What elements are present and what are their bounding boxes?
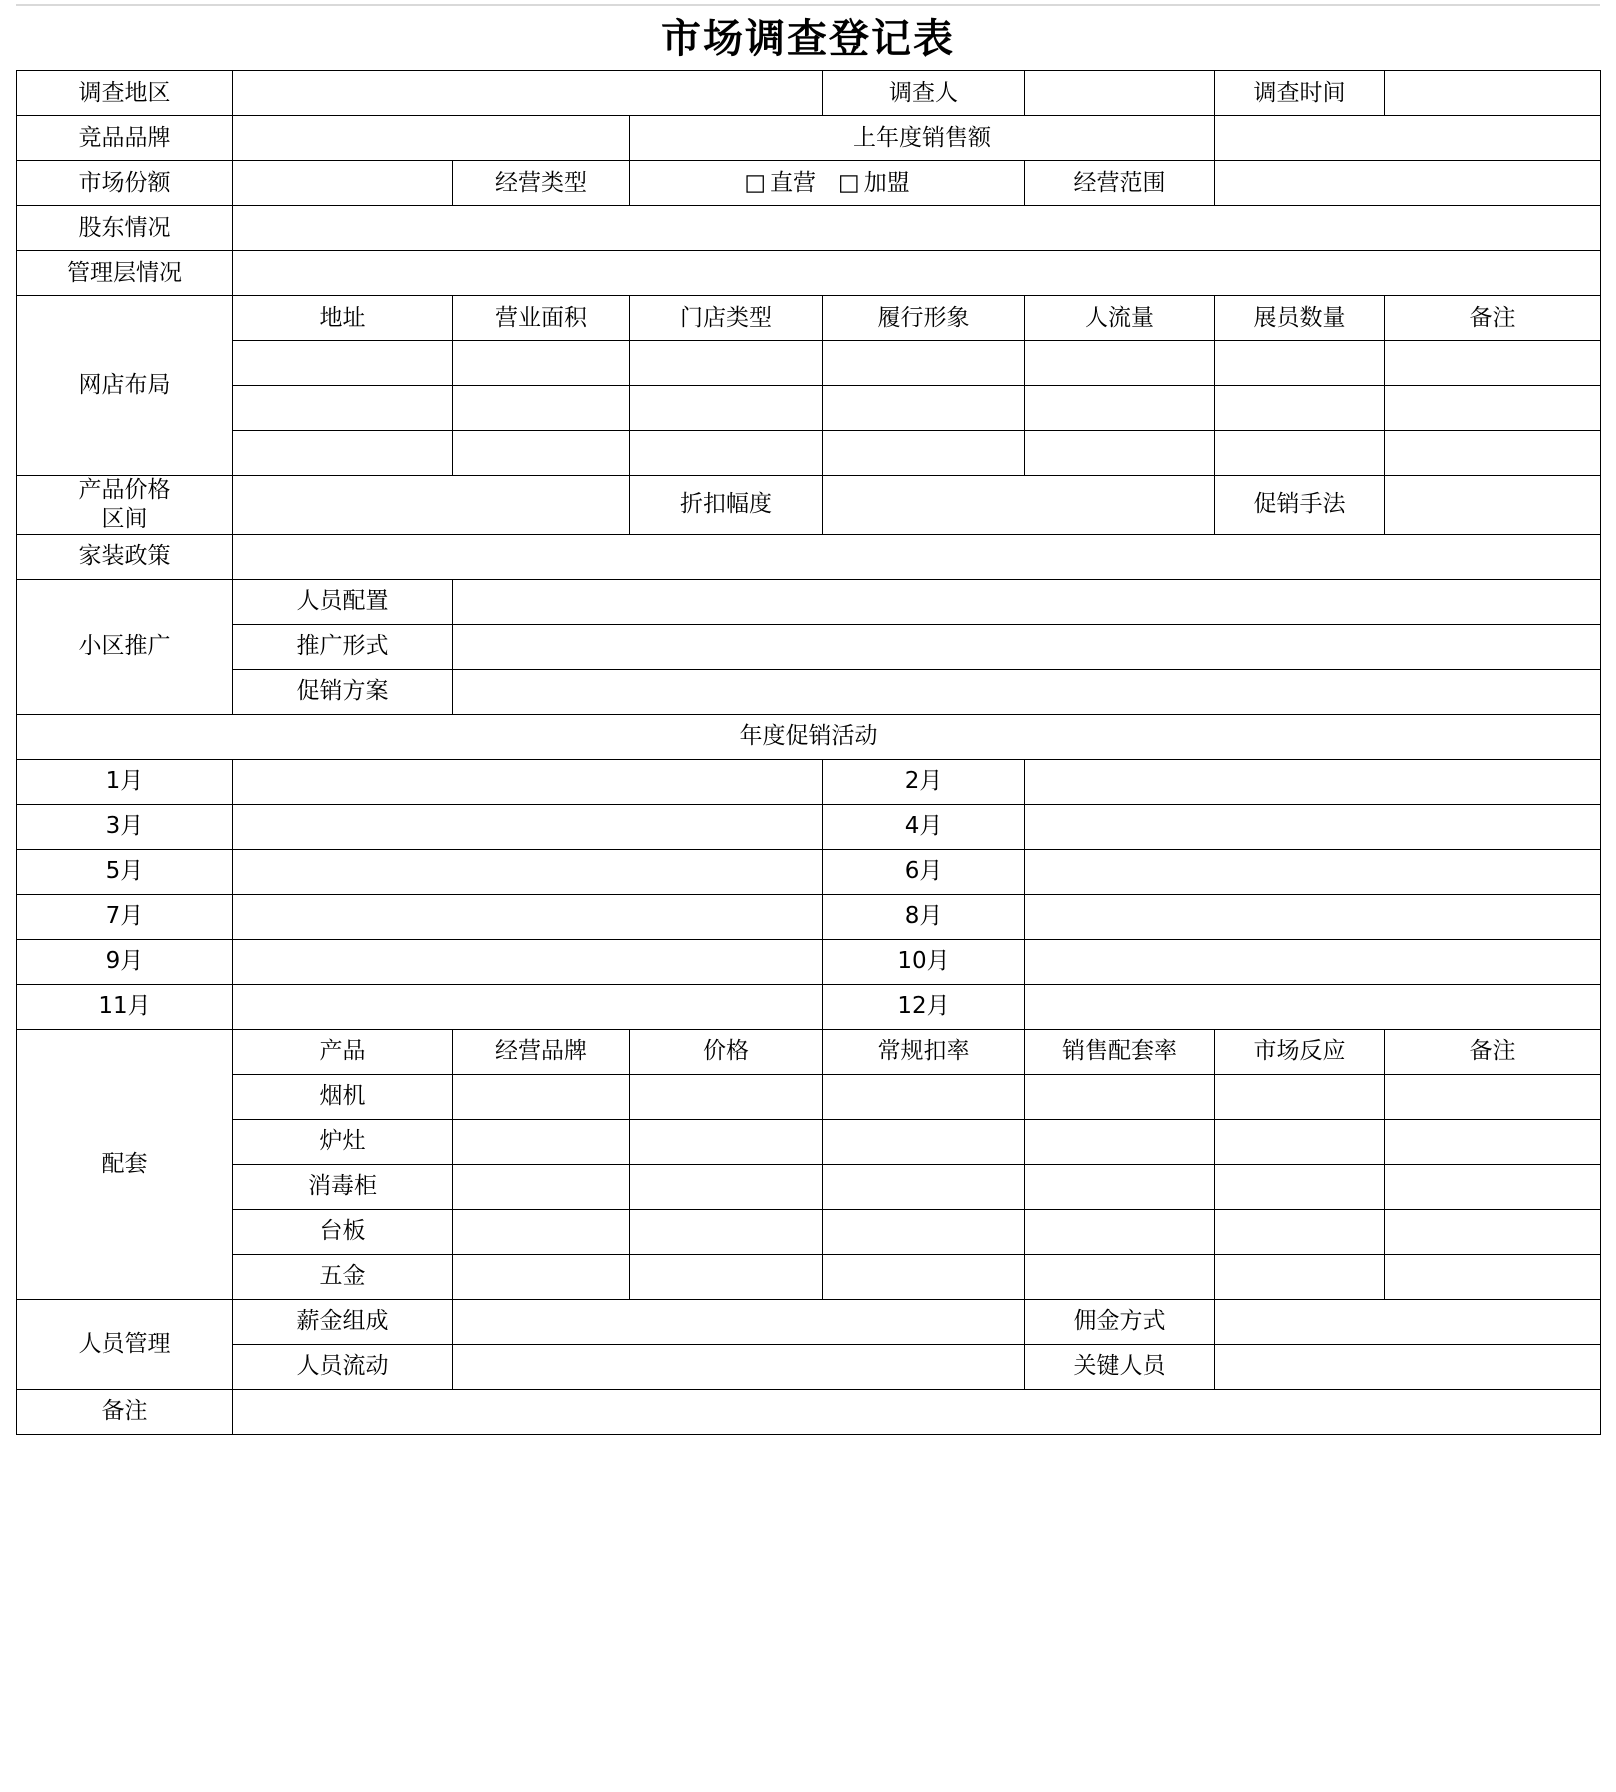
cell-product-brand[interactable] — [453, 1254, 630, 1299]
label-staffing: 人员配置 — [233, 579, 453, 624]
cell-store-traffic[interactable] — [1025, 341, 1215, 386]
label-home-decoration-policy: 家装政策 — [17, 534, 233, 579]
label-promotion-plan: 促销方案 — [233, 669, 453, 714]
cell-product-name: 炉灶 — [233, 1119, 453, 1164]
label-month-12: 12月 — [823, 984, 1025, 1029]
field-operation-scope[interactable] — [1215, 161, 1601, 206]
cell-product-remark[interactable] — [1385, 1164, 1601, 1209]
survey-table — [16, 70, 1601, 1435]
col-header-brand: 经营品牌 — [453, 1029, 630, 1074]
cell-product-attach-rate[interactable] — [1025, 1164, 1215, 1209]
field-personnel-turnover[interactable] — [453, 1344, 1025, 1389]
cell-product-market-response[interactable] — [1215, 1119, 1385, 1164]
col-header-store-type: 门店类型 — [630, 296, 823, 341]
row-community-promotion-staffing — [17, 579, 1601, 624]
label-month-2: 2月 — [823, 759, 1025, 804]
checkbox-direct-operation[interactable] — [744, 170, 816, 196]
cell-store-traffic[interactable] — [1025, 431, 1215, 476]
label-month-7: 7月 — [17, 894, 233, 939]
row-month-pair — [17, 984, 1601, 1029]
cell-product-name: 五金 — [233, 1254, 453, 1299]
cell-product-price[interactable] — [630, 1119, 823, 1164]
cell-product-name: 消毒柜 — [233, 1164, 453, 1209]
label-community-promotion: 小区推广 — [17, 579, 233, 714]
field-month-3[interactable] — [233, 804, 823, 849]
cell-store-remark[interactable] — [1385, 341, 1601, 386]
label-promotion-form: 推广形式 — [233, 624, 453, 669]
label-operation-type: 经营类型 — [453, 161, 630, 206]
cell-product-attach-rate[interactable] — [1025, 1209, 1215, 1254]
table-row — [17, 1254, 1601, 1299]
label-last-year-sales: 上年度销售额 — [630, 116, 1215, 161]
cell-store-staff[interactable] — [1215, 386, 1385, 431]
row-shareholder — [17, 206, 1601, 251]
cell-product-price[interactable] — [630, 1254, 823, 1299]
cell-product-remark[interactable] — [1385, 1254, 1601, 1299]
cell-product-attach-rate[interactable] — [1025, 1119, 1215, 1164]
row-competitor-brand — [17, 116, 1601, 161]
option-label-direct: 直营 — [770, 169, 817, 196]
row-community-promotion-form — [17, 624, 1601, 669]
cell-store-staff[interactable] — [1215, 341, 1385, 386]
cell-store-image[interactable] — [823, 341, 1025, 386]
cell-product-market-response[interactable] — [1215, 1254, 1385, 1299]
label-month-11: 11月 — [17, 984, 233, 1029]
label-commission-method: 佣金方式 — [1025, 1299, 1215, 1344]
cell-product-brand[interactable] — [453, 1209, 630, 1254]
cell-product-remark[interactable] — [1385, 1074, 1601, 1119]
cell-product-attach-rate[interactable] — [1025, 1074, 1215, 1119]
label-promotion-method: 促销手法 — [1215, 476, 1385, 535]
col-header-remark: 备注 — [1385, 296, 1601, 341]
row-personnel-salary — [17, 1299, 1601, 1344]
row-annual-promotion-header — [17, 714, 1601, 759]
table-row — [17, 431, 1601, 476]
label-month-6: 6月 — [823, 849, 1025, 894]
col-header-business-area: 营业面积 — [453, 296, 630, 341]
table-row — [17, 1119, 1601, 1164]
cell-store-type[interactable] — [630, 341, 823, 386]
cell-product-attach-rate[interactable] — [1025, 1254, 1215, 1299]
field-price-range[interactable] — [233, 476, 630, 535]
cell-store-address[interactable] — [233, 341, 453, 386]
field-management[interactable] — [233, 251, 1601, 296]
col-header-remark: 备注 — [1385, 1029, 1601, 1074]
label-month-8: 8月 — [823, 894, 1025, 939]
table-row — [17, 1074, 1601, 1119]
row-month-pair — [17, 894, 1601, 939]
cell-store-address[interactable] — [233, 386, 453, 431]
cell-store-image[interactable] — [823, 431, 1025, 476]
field-surveyor[interactable] — [1025, 71, 1215, 116]
cell-store-image[interactable] — [823, 386, 1025, 431]
cell-store-remark[interactable] — [1385, 431, 1601, 476]
cell-product-price[interactable] — [630, 1164, 823, 1209]
page-title: 市场调查登记表 — [16, 4, 1600, 70]
cell-store-staff[interactable] — [1215, 431, 1385, 476]
field-survey-region[interactable] — [233, 71, 823, 116]
cell-product-market-response[interactable] — [1215, 1074, 1385, 1119]
label-salary-composition: 薪金组成 — [233, 1299, 453, 1344]
field-promotion-plan[interactable] — [453, 669, 1601, 714]
cell-product-price[interactable] — [630, 1209, 823, 1254]
row-management — [17, 251, 1601, 296]
row-month-pair — [17, 804, 1601, 849]
label-remarks: 备注 — [17, 1389, 233, 1434]
cell-store-type[interactable] — [630, 431, 823, 476]
col-header-product: 产品 — [233, 1029, 453, 1074]
label-management: 管理层情况 — [17, 251, 233, 296]
col-header-discount-rate: 常规扣率 — [823, 1029, 1025, 1074]
label-discount-range: 折扣幅度 — [630, 476, 823, 535]
col-header-price: 价格 — [630, 1029, 823, 1074]
field-competitor-brand[interactable] — [233, 116, 630, 161]
label-month-5: 5月 — [17, 849, 233, 894]
table-row — [17, 1164, 1601, 1209]
checkbox-icon: □ — [744, 169, 767, 196]
label-personnel-management: 人员管理 — [17, 1299, 233, 1389]
field-promotion-form[interactable] — [453, 624, 1601, 669]
label-month-10: 10月 — [823, 939, 1025, 984]
field-survey-time[interactable] — [1385, 71, 1601, 116]
label-survey-region: 调查地区 — [17, 71, 233, 116]
row-month-pair — [17, 759, 1601, 804]
label-survey-time: 调查时间 — [1215, 71, 1385, 116]
cell-product-discount-rate[interactable] — [823, 1254, 1025, 1299]
table-row — [17, 1209, 1601, 1254]
cell-product-price[interactable] — [630, 1074, 823, 1119]
cell-product-remark[interactable] — [1385, 1209, 1601, 1254]
field-month-12[interactable] — [1025, 984, 1601, 1029]
row-personnel-turnover — [17, 1344, 1601, 1389]
cell-product-name: 台板 — [233, 1209, 453, 1254]
field-month-1[interactable] — [233, 759, 823, 804]
cell-store-area[interactable] — [453, 431, 630, 476]
col-header-performance-image: 履行形象 — [823, 296, 1025, 341]
field-month-11[interactable] — [233, 984, 823, 1029]
cell-store-area[interactable] — [453, 341, 630, 386]
field-remarks[interactable] — [233, 1389, 1601, 1434]
row-store-layout-header — [17, 296, 1601, 341]
col-header-market-response: 市场反应 — [1215, 1029, 1385, 1074]
label-competitor-brand: 竞品品牌 — [17, 116, 233, 161]
field-staffing[interactable] — [453, 579, 1601, 624]
col-header-address: 地址 — [233, 296, 453, 341]
label-key-personnel: 关键人员 — [1025, 1344, 1215, 1389]
row-month-pair — [17, 939, 1601, 984]
row-home-decoration-policy — [17, 534, 1601, 579]
cell-product-discount-rate[interactable] — [823, 1209, 1025, 1254]
cell-store-area[interactable] — [453, 386, 630, 431]
field-month-2[interactable] — [1025, 759, 1601, 804]
label-store-layout: 网店布局 — [17, 296, 233, 476]
label-surveyor: 调查人 — [823, 71, 1025, 116]
label-annual-promotion: 年度促销活动 — [17, 714, 1601, 759]
cell-store-address[interactable] — [233, 431, 453, 476]
field-month-6[interactable] — [1025, 849, 1601, 894]
label-price-range-line1: 产品价格 — [78, 477, 171, 503]
row-market-share — [17, 161, 1601, 206]
label-operation-scope: 经营范围 — [1025, 161, 1215, 206]
checkbox-icon: □ — [837, 169, 860, 196]
field-month-9[interactable] — [233, 939, 823, 984]
label-supporting-products: 配套 — [17, 1029, 233, 1299]
row-month-pair — [17, 849, 1601, 894]
field-month-5[interactable] — [233, 849, 823, 894]
cell-product-brand[interactable] — [453, 1119, 630, 1164]
cell-store-remark[interactable] — [1385, 386, 1601, 431]
field-month-8[interactable] — [1025, 894, 1601, 939]
label-shareholder: 股东情况 — [17, 206, 233, 251]
field-last-year-sales[interactable] — [1215, 116, 1601, 161]
cell-product-brand[interactable] — [453, 1074, 630, 1119]
label-market-share: 市场份额 — [17, 161, 233, 206]
cell-product-market-response[interactable] — [1215, 1209, 1385, 1254]
option-label-franchise: 加盟 — [863, 169, 910, 196]
field-key-personnel[interactable] — [1215, 1344, 1601, 1389]
cell-product-discount-rate[interactable] — [823, 1074, 1025, 1119]
field-salary-composition[interactable] — [453, 1299, 1025, 1344]
cell-product-market-response[interactable] — [1215, 1164, 1385, 1209]
label-month-1: 1月 — [17, 759, 233, 804]
field-home-decoration-policy[interactable] — [233, 534, 1601, 579]
row-price-range — [17, 476, 1601, 535]
cell-product-discount-rate[interactable] — [823, 1119, 1025, 1164]
cell-product-discount-rate[interactable] — [823, 1164, 1025, 1209]
label-personnel-turnover: 人员流动 — [233, 1344, 453, 1389]
label-price-range — [17, 476, 233, 535]
cell-store-traffic[interactable] — [1025, 386, 1215, 431]
row-remarks — [17, 1389, 1601, 1434]
field-month-7[interactable] — [233, 894, 823, 939]
row-community-promotion-plan — [17, 669, 1601, 714]
cell-product-brand[interactable] — [453, 1164, 630, 1209]
field-operation-type[interactable] — [630, 161, 1025, 206]
label-price-range-line2: 区间 — [101, 505, 148, 532]
cell-product-remark[interactable] — [1385, 1119, 1601, 1164]
row-survey-basic — [17, 71, 1601, 116]
field-discount-range[interactable] — [823, 476, 1215, 535]
label-month-4: 4月 — [823, 804, 1025, 849]
checkbox-franchise[interactable] — [838, 170, 910, 196]
cell-product-name: 烟机 — [233, 1074, 453, 1119]
field-month-10[interactable] — [1025, 939, 1601, 984]
cell-store-type[interactable] — [630, 386, 823, 431]
col-header-foot-traffic: 人流量 — [1025, 296, 1215, 341]
field-commission-method[interactable] — [1215, 1299, 1601, 1344]
row-supporting-header — [17, 1029, 1601, 1074]
market-survey-form — [16, 4, 1600, 1435]
col-header-staff-count: 展员数量 — [1215, 296, 1385, 341]
table-row — [17, 386, 1601, 431]
label-month-3: 3月 — [17, 804, 233, 849]
label-month-9: 9月 — [17, 939, 233, 984]
col-header-attach-rate: 销售配套率 — [1025, 1029, 1215, 1074]
field-shareholder[interactable] — [233, 206, 1601, 251]
field-month-4[interactable] — [1025, 804, 1601, 849]
field-promotion-method[interactable] — [1385, 476, 1601, 535]
field-market-share[interactable] — [233, 161, 453, 206]
table-row — [17, 341, 1601, 386]
